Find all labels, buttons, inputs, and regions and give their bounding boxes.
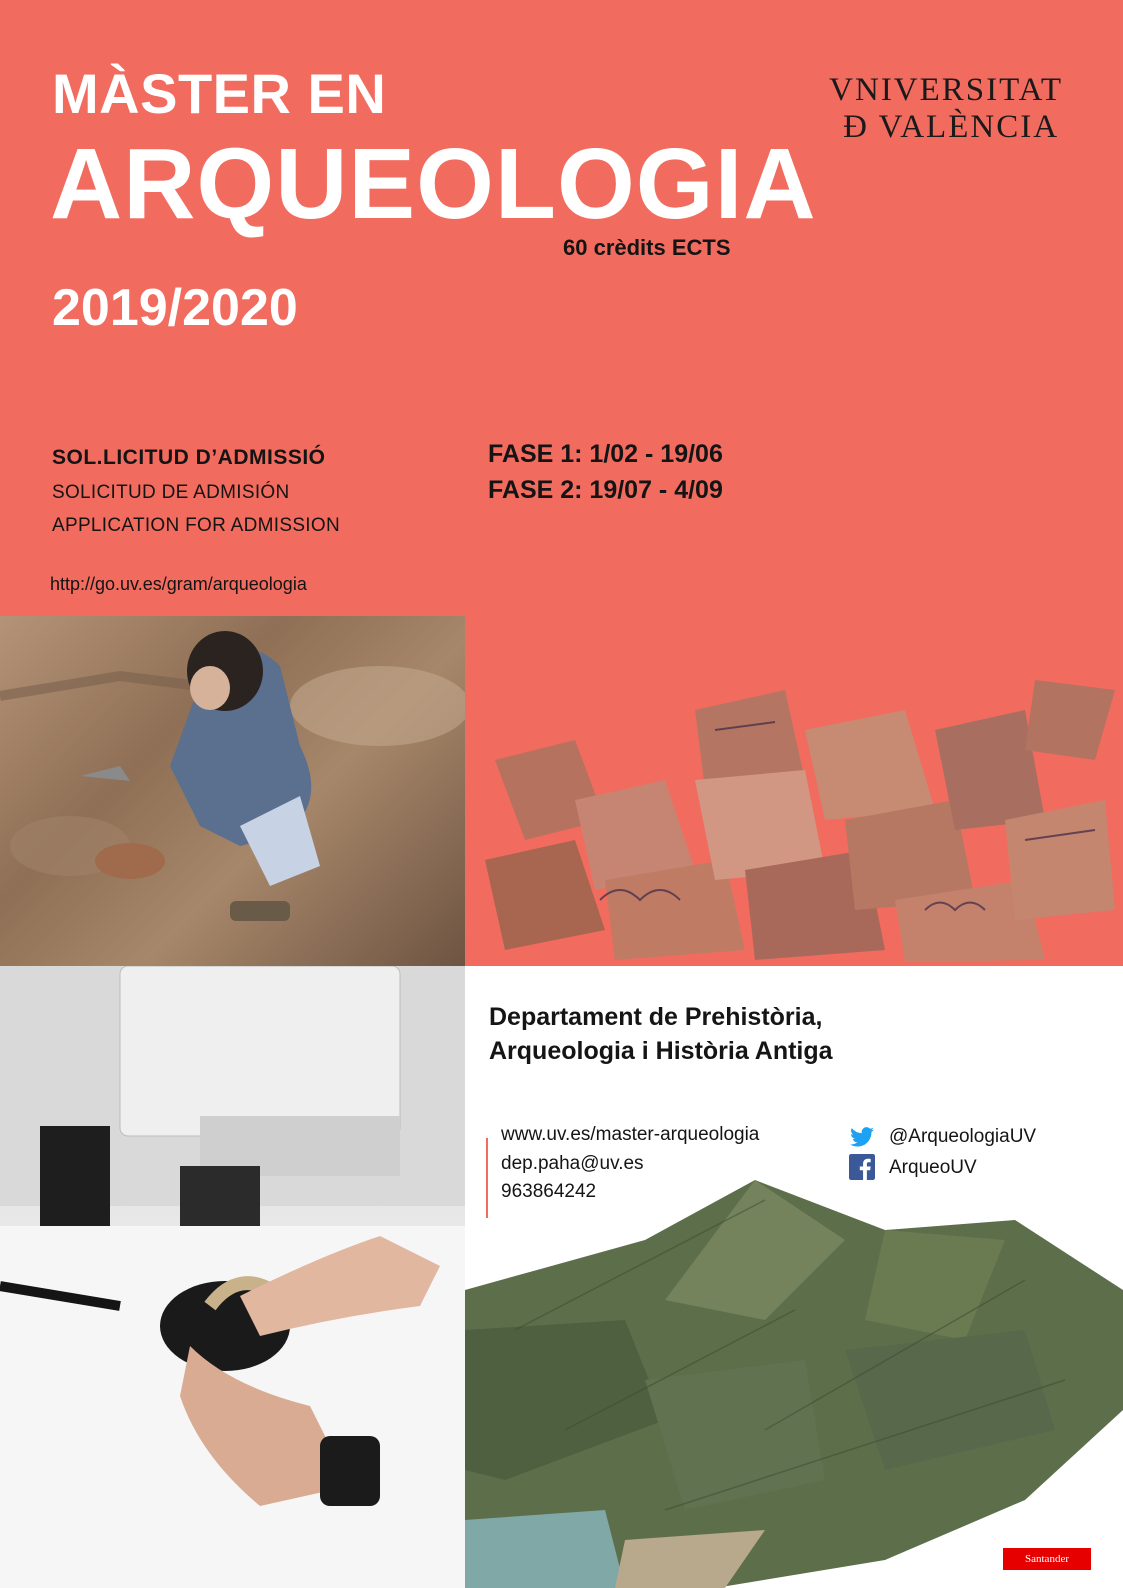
academic-year: 2019/2020 [52, 279, 298, 337]
santander-logo: Santander [1003, 1548, 1091, 1570]
admission-heading-es: SOLICITUD DE ADMISIÓN [52, 482, 290, 503]
microscope-photo [0, 966, 465, 1588]
logo-text-line1: VNIVERSITAT [829, 72, 1063, 108]
website-link[interactable]: www.uv.es/master-arqueologia [501, 1124, 760, 1145]
email-link[interactable]: dep.paha@uv.es [501, 1153, 644, 1174]
title-master-en: MÀSTER EN [52, 62, 387, 125]
pottery-illustration [465, 670, 1123, 966]
credits-label: 60 crèdits ECTS [563, 235, 731, 260]
logo-text-line2: Đ VALÈNCIA [843, 109, 1060, 145]
terrain-model-image [465, 1180, 1123, 1588]
department-line2: Arqueologia i Història Antiga [489, 1036, 833, 1065]
facebook-page[interactable]: ArqueoUV [889, 1157, 977, 1178]
title-arqueologia: ARQUEOLOGIA [50, 128, 817, 240]
excavation-photo [0, 616, 465, 966]
microscope-illustration [0, 966, 465, 1588]
facebook-icon[interactable] [849, 1154, 875, 1180]
admission-heading-ca: SOL.LICITUD D’ADMISSIÓ [52, 446, 326, 469]
admission-heading-en: APPLICATION FOR ADMISSION [52, 515, 340, 536]
university-logo [829, 74, 1063, 144]
department-name [489, 1001, 833, 1069]
phone-number: 963864242 [501, 1181, 597, 1202]
phase-2-dates: FASE 2: 19/07 - 4/09 [488, 476, 723, 504]
twitter-icon[interactable] [849, 1124, 875, 1150]
phase-1-dates: FASE 1: 1/02 - 19/06 [488, 440, 723, 468]
department-line1: Departament de Prehistòria, [489, 1003, 823, 1031]
admission-link[interactable]: http://go.uv.es/gram/arqueologia [50, 574, 307, 594]
excavation-illustration [0, 616, 465, 966]
twitter-handle[interactable]: @ArqueologiaUV [889, 1126, 1037, 1147]
terrain-illustration [465, 1180, 1123, 1588]
pottery-sherds-photo [465, 670, 1123, 966]
